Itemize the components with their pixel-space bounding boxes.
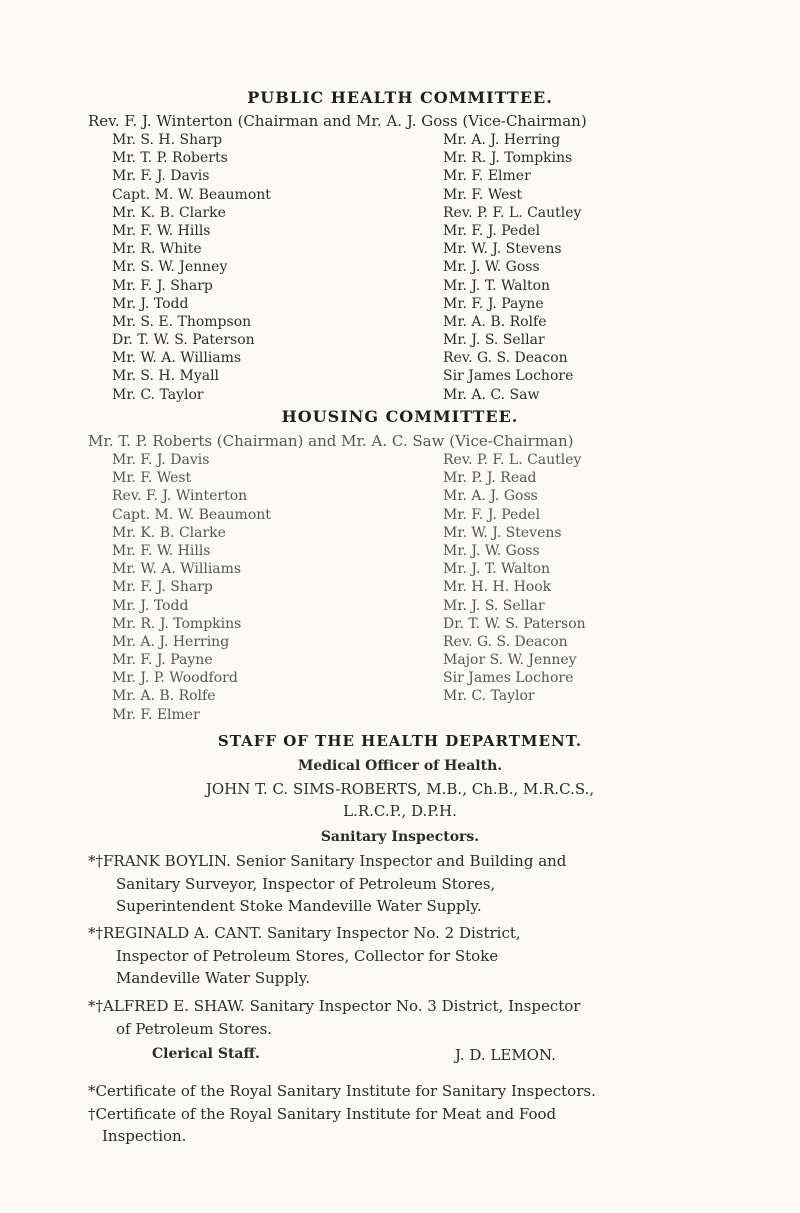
member-name: Mr. J. W. Goss: [443, 542, 540, 559]
member-name: Mr. W. A. Williams: [112, 350, 242, 367]
member-name: Mr. F. W. Hills: [112, 542, 211, 559]
housing-chair-line: Mr. T. P. Roberts (Chairman) and Mr. A. C. Saw (Vice-Chairman): [88, 432, 574, 450]
member-name: Mr. S. H. Myall: [112, 368, 220, 385]
member-name: Mr. J. S. Sellar: [443, 332, 545, 349]
member-name: Mr. J. T. Walton: [443, 277, 551, 294]
member-name: Capt. M. W. Beaumont: [112, 506, 271, 523]
member-name: Mr. W. J. Stevens: [443, 524, 562, 541]
member-name: Rev. P. F. L. Cautley: [443, 452, 582, 468]
member-name: Sir James Lochore: [443, 368, 574, 385]
member-name: Mr. R. J. Tompkins: [443, 150, 573, 167]
sanitary-inspectors-heading: Sanitary Inspectors.: [320, 829, 480, 845]
member-name: Mr. A. J. Goss: [443, 488, 538, 505]
inspector-line: Mandeville Water Supply.: [116, 969, 311, 987]
member-name: Mr. F. J. Payne: [112, 652, 213, 669]
inspector-line: Superintendent Stoke Mandeville Water Supply.: [116, 897, 482, 915]
member-name: Mr. A. B. Rolfe: [112, 688, 216, 705]
member-name: Mr. F. Elmer: [443, 168, 531, 185]
housing-right-members: [443, 451, 586, 706]
member-name: Mr. F. West: [443, 186, 523, 203]
member-name: Sir James Lochore: [443, 670, 574, 687]
inspector-line: of Petroleum Stores.: [116, 1019, 273, 1038]
public-health-left-members: [112, 131, 271, 404]
member-name: Mr. A. J. Herring: [443, 132, 561, 148]
medical-officer-heading: Medical Officer of Health.: [297, 758, 503, 774]
member-name: Mr. A. C. Saw: [443, 386, 540, 403]
member-name: Mr. F. J. Davis: [112, 168, 210, 185]
member-name: Mr. K. B. Clarke: [112, 524, 226, 541]
inspector-entry: [88, 922, 521, 990]
member-name: Mr. F. J. Sharp: [112, 579, 213, 596]
member-name: Mr. C. Taylor: [443, 688, 535, 705]
footnotes: [88, 1080, 596, 1148]
staff-title: STAFF OF THE HEALTH DEPARTMENT.: [217, 732, 583, 750]
member-name: Mr. S. H. Sharp: [112, 132, 223, 148]
member-name: Major S. W. Jenney: [443, 652, 577, 669]
public-health-chair-line: Rev. F. J. Winterton (Chairman and Mr. A. J. Goss (Vice-Chairman): [88, 112, 587, 130]
footnote: †Certificate of the Royal Sanitary Institute for Meat and Food: [88, 1104, 557, 1123]
member-name: Dr. T. W. S. Paterson: [443, 615, 586, 632]
member-name: Mr. P. J. Read: [443, 470, 537, 487]
member-name: Mr. J. S. Sellar: [443, 597, 545, 614]
member-name: Mr. J. P. Woodford: [112, 670, 238, 687]
member-name: Rev. G. S. Deacon: [443, 633, 568, 650]
inspector-line: Sanitary Surveyor, Inspector of Petroleum Stores,: [116, 874, 496, 893]
housing-left-members: [112, 451, 271, 724]
member-name: Mr. T. P. Roberts: [112, 150, 228, 167]
medical-officer-qualifications: L.R.C.P., D.P.H.: [343, 802, 457, 820]
medical-officer-name-line: JOHN T. C. SIMS-ROBERTS, M.B., Ch.B., M.R.C.S.,: [205, 780, 595, 798]
member-name: Mr. A. J. Herring: [112, 633, 230, 650]
clerical-staff-name: J. D. LEMON.: [455, 1046, 556, 1064]
footnote: *Certificate of the Royal Sanitary Institute for Sanitary Inspectors.: [88, 1082, 596, 1100]
inspector-line: *†FRANK BOYLIN. Senior Sanitary Inspector and Building and: [88, 852, 567, 870]
inspector-entry: [88, 850, 566, 918]
member-name: Mr. F. J. Pedel: [443, 222, 541, 239]
member-name: Mr. J. Todd: [112, 295, 189, 312]
member-name: Mr. F. West: [112, 470, 192, 487]
member-name: Mr. F. J. Davis: [112, 452, 210, 468]
member-name: Mr. K. B. Clarke: [112, 204, 226, 221]
member-name: Rev. P. F. L. Cautley: [443, 204, 582, 221]
member-name: Mr. F. J. Payne: [443, 295, 544, 312]
member-name: Mr. J. T. Walton: [443, 561, 551, 578]
member-name: Mr. R. J. Tompkins: [112, 615, 242, 632]
member-name: Mr. W. A. Williams: [112, 561, 242, 578]
member-name: Mr. F. Elmer: [112, 706, 200, 723]
member-name: Mr. C. Taylor: [112, 386, 204, 403]
member-name: Mr. S. E. Thompson: [112, 313, 252, 330]
member-name: Rev. F. J. Winterton: [112, 488, 248, 505]
member-name: Mr. H. H. Hook: [443, 579, 552, 596]
member-name: Mr. W. J. Stevens: [443, 241, 562, 258]
footnote: Inspection.: [102, 1127, 187, 1145]
member-name: Mr. F. W. Hills: [112, 222, 211, 239]
member-name: Mr. J. W. Goss: [443, 259, 540, 276]
member-name: Rev. G. S. Deacon: [443, 350, 568, 367]
member-name: Mr. R. White: [112, 241, 202, 258]
public-health-committee-title: PUBLIC HEALTH COMMITTEE.: [247, 88, 553, 107]
member-name: Mr. A. B. Rolfe: [443, 313, 547, 330]
member-name: Mr. J. Todd: [112, 597, 189, 614]
housing-committee-title: HOUSING COMMITTEE.: [281, 407, 519, 426]
inspector-line: *†REGINALD A. CANT. Sanitary Inspector No. 2 District,: [88, 924, 521, 942]
clerical-staff-label: Clerical Staff.: [152, 1046, 260, 1062]
inspector-line: *†ALFRED E. SHAW. Sanitary Inspector No. 3 District, Inspector: [88, 997, 581, 1015]
member-name: Dr. T. W. S. Paterson: [112, 332, 255, 349]
inspector-line: Inspector of Petroleum Stores, Collector for Stoke: [116, 946, 499, 965]
member-name: Mr. F. J. Pedel: [443, 506, 541, 523]
member-name: Mr. F. J. Sharp: [112, 277, 213, 294]
member-name: Mr. S. W. Jenney: [112, 259, 228, 276]
public-health-right-members: [443, 131, 581, 404]
inspector-entry: [88, 995, 580, 1040]
member-name: Capt. M. W. Beaumont: [112, 186, 271, 203]
